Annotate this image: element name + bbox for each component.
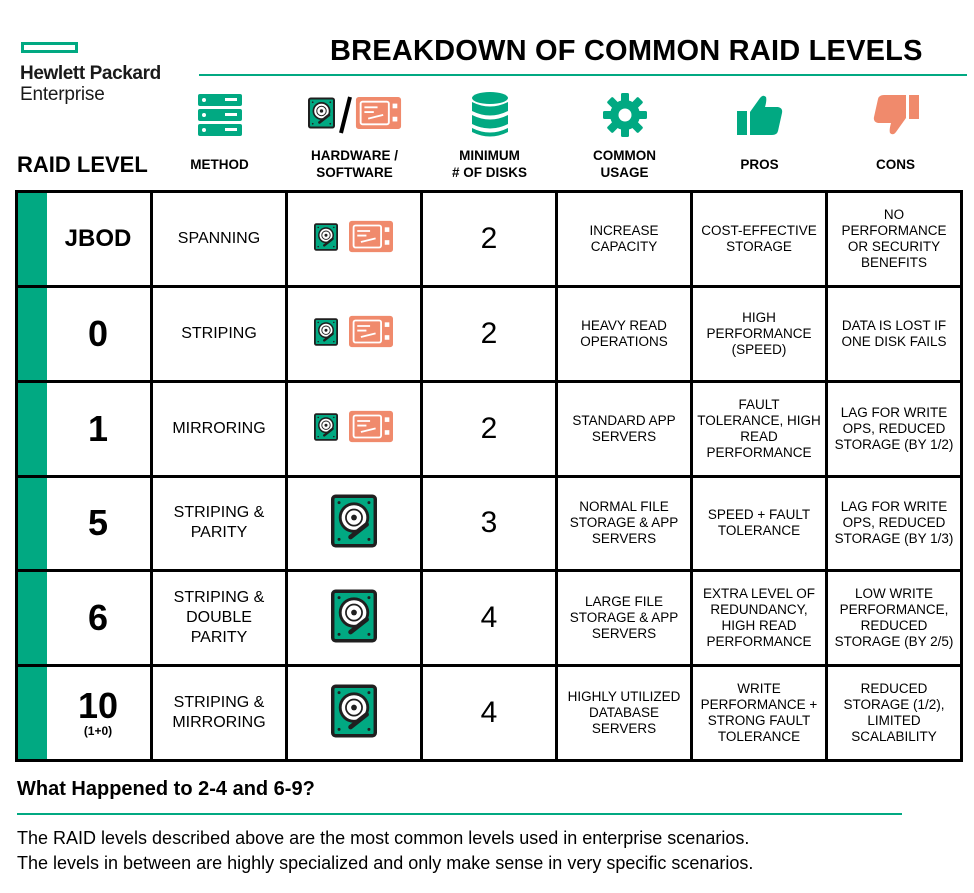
hardware-software-cell [288,193,420,285]
hardware-software-cell [288,383,420,475]
method-cell: STRIPING & MIRRORING [153,667,285,759]
hard-drive-icon [314,222,338,256]
raid-level-cell [18,667,150,759]
raid-level-value: 6 [87,597,109,639]
usage-cell: HEAVY READ OPERATIONS [558,288,690,380]
thumbs-up-icon [692,90,827,140]
method-cell: STRIPING & PARITY [153,478,285,570]
column-header [422,0,557,190]
level-accent-stripe [18,288,47,380]
method-cell: SPANNING [153,193,285,285]
min-disks-cell: 2 [423,193,555,285]
cons-cell: REDUCED STORAGE (1/2), LIMITED SCALABILITY [828,667,960,759]
raid-level-value: 1 [87,407,109,449]
column-header-label: CONS [875,157,915,172]
level-accent-stripe [18,193,47,285]
hardware-software-cell [288,667,420,759]
raid-level-subtitle: (1+0) [83,724,113,739]
hard-drive-icon [314,317,338,351]
pros-cell: HIGH PERFORMANCE (SPEED) [693,288,825,380]
raid-level-cell [18,572,150,664]
cons-cell: DATA IS LOST IF ONE DISK FAILS [828,288,960,380]
level-accent-stripe [18,478,47,570]
raid-table [15,190,963,762]
pros-cell: SPEED + FAULT TOLERANCE [693,478,825,570]
hardware-software-cell [288,288,420,380]
database-icon [422,90,557,140]
level-accent-stripe [18,383,47,475]
usage-cell: HIGHLY UTILIZED DATABASE SERVERS [558,667,690,759]
column-header-label: METHOD [190,157,249,172]
min-disks-cell: 2 [423,383,555,475]
raid-level-value: 5 [87,502,109,544]
usage-cell: LARGE FILE STORAGE & APP SERVERS [558,572,690,664]
column-header-label: COMMON USAGE [593,148,656,180]
software-card-icon [348,410,394,447]
raid-level-cell [18,288,150,380]
column-header-label: MINIMUM # OF DISKS [451,148,527,180]
level-accent-stripe [18,572,47,664]
cons-cell: LAG FOR WRITE OPS, REDUCED STORAGE (BY 1/2) [828,383,960,475]
brand-logo [20,63,161,105]
brand-name-line2: Enterprise [20,84,105,105]
column-header-label: PROS [740,157,779,172]
method-cell: STRIPING [153,288,285,380]
raid-level-value: 10 (1+0) [50,688,146,738]
footer-text [17,826,753,876]
level-accent-stripe [18,667,47,759]
raid-level-cell [18,478,150,570]
cons-cell: NO PERFORMANCE OR SECURITY BENEFITS [828,193,960,285]
hard-drive-icon [314,412,338,446]
method-cell: MIRRORING [153,383,285,475]
pros-cell: COST-EFFECTIVE STORAGE [693,193,825,285]
pros-cell: EXTRA LEVEL OF REDUNDANCY, HIGH READ PERFORMANCE [693,572,825,664]
column-header [557,0,692,190]
column-header-label: HARDWARE / SOFTWARE [311,148,398,180]
hard-drive-icon [308,97,335,134]
column-header [692,0,827,190]
hardware-software-icon [287,90,422,140]
min-disks-cell: 2 [423,288,555,380]
software-card-icon [355,96,402,135]
footer-divider [17,813,902,815]
hard-drive-icon [331,683,377,743]
raid-level-heading: RAID LEVEL [17,152,148,177]
page-title: BREAKDOWN OF COMMON RAID LEVELS [330,35,923,67]
footer-line-1: The RAID levels described above are the most common levels used in enterprise scenarios. [17,828,750,848]
footer-line-2: The levels in between are highly specialized and only make sense in very specific scenarios. [17,853,754,873]
raid-level-value: JBOD [64,224,132,252]
hpe-logo-bar [21,42,78,53]
min-disks-cell: 3 [423,478,555,570]
thumbs-down-icon [828,90,963,140]
hardware-software-cell [288,572,420,664]
footer-title: What Happened to 2-4 and 6-9? [17,778,315,800]
software-card-icon [348,220,394,257]
raid-level-cell [18,193,150,285]
usage-cell: NORMAL FILE STORAGE & APP SERVERS [558,478,690,570]
method-cell: STRIPING & DOUBLE PARITY [153,572,285,664]
hardware-software-cell [288,478,420,570]
brand-name-line1: Hewlett Packard [20,63,161,84]
column-header [287,0,422,190]
pros-cell: FAULT TOLERANCE, HIGH READ PERFORMANCE [693,383,825,475]
column-header [828,0,963,190]
raid-level-value: 0 [87,312,109,354]
cons-cell: LOW WRITE PERFORMANCE, REDUCED STORAGE (BY 2/5) [828,572,960,664]
hard-drive-icon [331,588,377,648]
hard-drive-icon [331,493,377,553]
server-rack-icon [152,90,287,140]
min-disks-cell: 4 [423,667,555,759]
pros-cell: WRITE PERFORMANCE + STRONG FAULT TOLERANCE [693,667,825,759]
usage-cell: INCREASE CAPACITY [558,193,690,285]
raid-level-cell [18,383,150,475]
cons-cell: LAG FOR WRITE OPS, REDUCED STORAGE (BY 1/3) [828,478,960,570]
software-card-icon [348,315,394,352]
usage-cell: STANDARD APP SERVERS [558,383,690,475]
gear-icon [557,90,692,140]
min-disks-cell: 4 [423,572,555,664]
column-header [152,0,287,190]
